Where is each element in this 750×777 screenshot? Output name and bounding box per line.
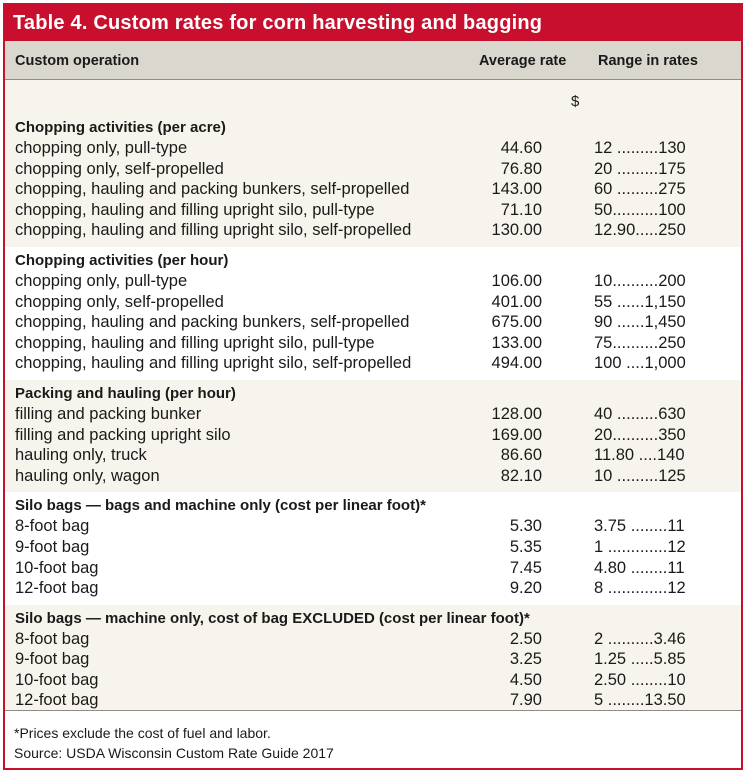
range-value: 8 .............12	[594, 579, 686, 598]
table-row	[5, 578, 741, 599]
average-rate-value: 2.50	[509, 629, 542, 648]
average-rate-value: 106.00	[491, 271, 542, 290]
average-rate-value: 86.60	[500, 446, 542, 465]
operation-label: chopping only, pull-type	[15, 139, 188, 157]
average-rate-value: 9.20	[509, 579, 542, 598]
average-rate-value: 76.80	[500, 159, 542, 178]
operation-label: chopping, hauling and filling upright silo, pull-type	[15, 333, 375, 352]
table-row	[5, 292, 741, 313]
average-rate-value: 5.35	[509, 537, 542, 556]
table-row	[5, 312, 741, 333]
table-row	[5, 220, 741, 241]
table-row	[5, 516, 741, 537]
column-header-operation: Custom operation	[15, 53, 140, 69]
range-value: 100 ....1,000	[594, 354, 686, 373]
section-title: Packing and hauling (per hour)	[15, 384, 236, 402]
range-value: 20..........350	[594, 425, 686, 444]
average-rate-value: 5.30	[509, 517, 542, 536]
table-row	[5, 670, 741, 691]
table-section	[5, 492, 741, 604]
range-value: 2 ..........3.46	[594, 629, 686, 648]
table-body	[5, 114, 741, 717]
table-section	[5, 380, 741, 492]
average-rate-value: 401.00	[491, 292, 542, 311]
operation-label: 12-foot bag	[15, 579, 99, 598]
table-row	[5, 333, 741, 354]
range-value: 3.75 ........11	[594, 517, 685, 536]
average-rate-value: 44.60	[500, 139, 542, 157]
column-header-row	[5, 41, 741, 80]
operation-label: hauling only, wagon	[15, 466, 160, 485]
range-value: 4.80 ........11	[594, 558, 685, 577]
range-value: 1.25 .....5.85	[594, 650, 686, 669]
range-value: 10 .........125	[594, 466, 686, 485]
operation-label: 8-foot bag	[15, 517, 90, 536]
operation-label: 9-foot bag	[15, 537, 90, 556]
range-value: 2.50 ........10	[594, 670, 686, 689]
operation-label: 9-foot bag	[15, 650, 90, 669]
range-value: 10..........200	[594, 271, 686, 290]
table-container	[3, 3, 743, 770]
table-row	[5, 200, 741, 221]
range-value: 11.80 ....140	[594, 446, 685, 465]
average-rate-value: 71.10	[500, 200, 542, 219]
range-value: 1 .............12	[594, 537, 686, 556]
section-title: Chopping activities (per acre)	[15, 119, 226, 136]
average-rate-value: 130.00	[491, 221, 542, 240]
source-note: Source: USDA Wisconsin Custom Rate Guide 2017	[14, 745, 334, 761]
operation-label: filling and packing upright silo	[15, 425, 231, 444]
average-rate-value: 82.10	[500, 466, 542, 485]
average-rate-value: 7.45	[509, 558, 542, 577]
range-value: 20 .........175	[594, 159, 686, 178]
operation-label: 10-foot bag	[15, 670, 99, 689]
range-value: 90 ......1,450	[594, 313, 686, 332]
currency-row	[5, 80, 741, 114]
section-title: Silo bags — bags and machine only (cost per linear foot)*	[15, 497, 426, 515]
operation-label: filling and packing bunker	[15, 404, 202, 423]
average-rate-value: 494.00	[491, 354, 542, 373]
operation-label: chopping, hauling and filling upright silo, self-propelled	[15, 354, 412, 373]
average-rate-value: 143.00	[491, 180, 542, 199]
column-header-range: Range in rates	[598, 53, 698, 69]
table-row	[5, 404, 741, 425]
average-rate-value: 128.00	[491, 404, 542, 423]
table-row	[5, 179, 741, 200]
table-row	[5, 271, 741, 292]
operation-label: chopping only, self-propelled	[15, 159, 224, 178]
range-value: 12.90.....250	[594, 221, 686, 240]
table-row	[5, 138, 741, 159]
section-title: Silo bags — machine only, cost of bag EXCLUDED (cost per linear foot)*	[15, 609, 530, 627]
average-rate-value: 3.25	[509, 650, 542, 669]
table-row	[5, 425, 741, 446]
table-row	[5, 558, 741, 579]
range-value: 40 .........630	[594, 404, 686, 423]
table-section	[5, 114, 741, 247]
operation-label: 12-foot bag	[15, 691, 99, 710]
column-header-average-rate: Average rate	[479, 53, 567, 69]
currency-symbol: $	[571, 93, 580, 110]
average-rate-value: 169.00	[491, 425, 542, 444]
table-row	[5, 537, 741, 558]
range-value: 12 .........130	[594, 139, 686, 157]
range-value: 60 .........275	[594, 180, 686, 199]
footnote: *Prices exclude the cost of fuel and labor.	[14, 725, 271, 741]
range-value: 55 ......1,150	[594, 292, 686, 311]
operation-label: 10-foot bag	[15, 558, 99, 577]
operation-label: chopping only, pull-type	[15, 271, 188, 290]
table-section	[5, 247, 741, 380]
table-section	[5, 605, 741, 717]
operation-label: chopping, hauling and filling upright silo, pull-type	[15, 200, 375, 219]
table-row	[5, 690, 741, 711]
average-rate-value: 675.00	[491, 313, 542, 332]
operation-label: chopping, hauling and filling upright silo, self-propelled	[15, 221, 412, 240]
average-rate-value: 133.00	[491, 333, 542, 352]
operation-label: chopping, hauling and packing bunkers, self-propelled	[15, 313, 410, 332]
average-rate-value: 4.50	[509, 670, 542, 689]
range-value: 50..........100	[594, 200, 686, 219]
operation-label: chopping only, self-propelled	[15, 292, 224, 311]
table-row	[5, 159, 741, 180]
table-row	[5, 353, 741, 374]
operation-label: chopping, hauling and packing bunkers, self-propelled	[15, 180, 410, 199]
table-row	[5, 445, 741, 466]
section-title: Chopping activities (per hour)	[15, 251, 229, 269]
operation-label: hauling only, truck	[15, 446, 147, 465]
operation-label: 8-foot bag	[15, 629, 90, 648]
table-row	[5, 466, 741, 487]
table-row	[5, 649, 741, 670]
table-row	[5, 629, 741, 650]
table-title: Table 4. Custom rates for corn harvesting and bagging	[5, 5, 741, 41]
range-value: 5 ........13.50	[594, 691, 686, 710]
range-value: 75..........250	[594, 333, 686, 352]
table-footer	[5, 710, 741, 768]
average-rate-value: 7.90	[509, 691, 542, 710]
